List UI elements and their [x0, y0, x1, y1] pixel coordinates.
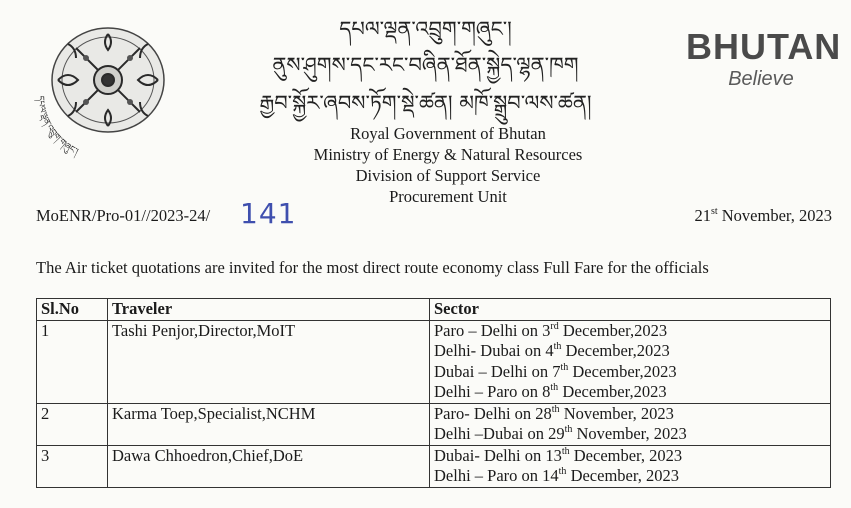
table-row [37, 445, 831, 487]
sector-line: Paro – Delhi on 3rd December,2023 [434, 320, 668, 340]
dzongkha-title-line-3: རྒྱབ་སྐྱོར་ཞབས་ཏོག་སྡེ་ཚན། མཁོ་སྒྲུབ་ལས་ཚན། [259, 91, 592, 115]
table-row [37, 320, 831, 403]
quotation-table [36, 298, 831, 488]
government-name: Royal Government of Bhutan [350, 124, 546, 143]
table-row [37, 403, 831, 445]
reference-number: MoENR/Pro-01//2023-24/ [36, 206, 211, 225]
cell-sector [430, 403, 831, 445]
intro-paragraph: The Air ticket quotations are invited for the most direct route economy class Full Fare for the officials [36, 258, 709, 277]
cell-sl-no: 1 [37, 320, 108, 403]
cell-sl-no: 2 [37, 403, 108, 445]
dzongkha-title-line-1: དཔལ་ལྡན་འབྲུག་གཞུང་། [339, 17, 512, 41]
letter-date: 21st November, 2023 [694, 206, 832, 225]
handwritten-reference: 141 [240, 197, 297, 230]
cell-traveler: Tashi Penjor,Director,MoIT [108, 320, 430, 403]
bhutan-believe-logo [686, 26, 842, 91]
cell-traveler: Karma Toep,Specialist,NCHM [108, 403, 430, 445]
sector-line: Dubai – Delhi on 7th December,2023 [434, 361, 677, 381]
unit-name: Procurement Unit [389, 187, 507, 206]
cell-sector [430, 320, 831, 403]
sector-line: Dubai- Delhi on 13th December, 2023 [434, 445, 683, 465]
header-sector: Sector [430, 299, 831, 321]
table-header-row [37, 299, 831, 321]
sector-line: Delhi – Paro on 14th December, 2023 [434, 466, 679, 485]
cell-traveler: Dawa Chhoedron,Chief,DoE [108, 445, 430, 487]
sector-line: Paro- Delhi on 28th November, 2023 [434, 403, 674, 423]
brand-name: BHUTAN [686, 26, 842, 67]
sector-line: Delhi –Dubai on 29th November, 2023 [434, 424, 687, 443]
sector-line: Delhi- Dubai on 4th December,2023 [434, 341, 670, 360]
brand-tagline: Believe [728, 68, 794, 90]
sector-line: Delhi – Paro on 8th December,2023 [434, 382, 667, 401]
header-sl-no: Sl.No [37, 299, 108, 321]
dzongkha-title-line-2: ནུས་ཤུགས་དང་རང་བཞིན་ཐོན་སྐྱེད་ལྷན་ཁག [272, 53, 579, 77]
emblem-ring-text: དཔལ་ལྡན་འབྲུག་གཞུང་། [34, 95, 80, 158]
ministry-name: Ministry of Energy & Natural Resources [313, 145, 583, 164]
division-name: Division of Support Service [355, 166, 541, 185]
cell-sl-no: 3 [37, 445, 108, 487]
header-traveler: Traveler [108, 299, 430, 321]
cell-sector [430, 445, 831, 487]
